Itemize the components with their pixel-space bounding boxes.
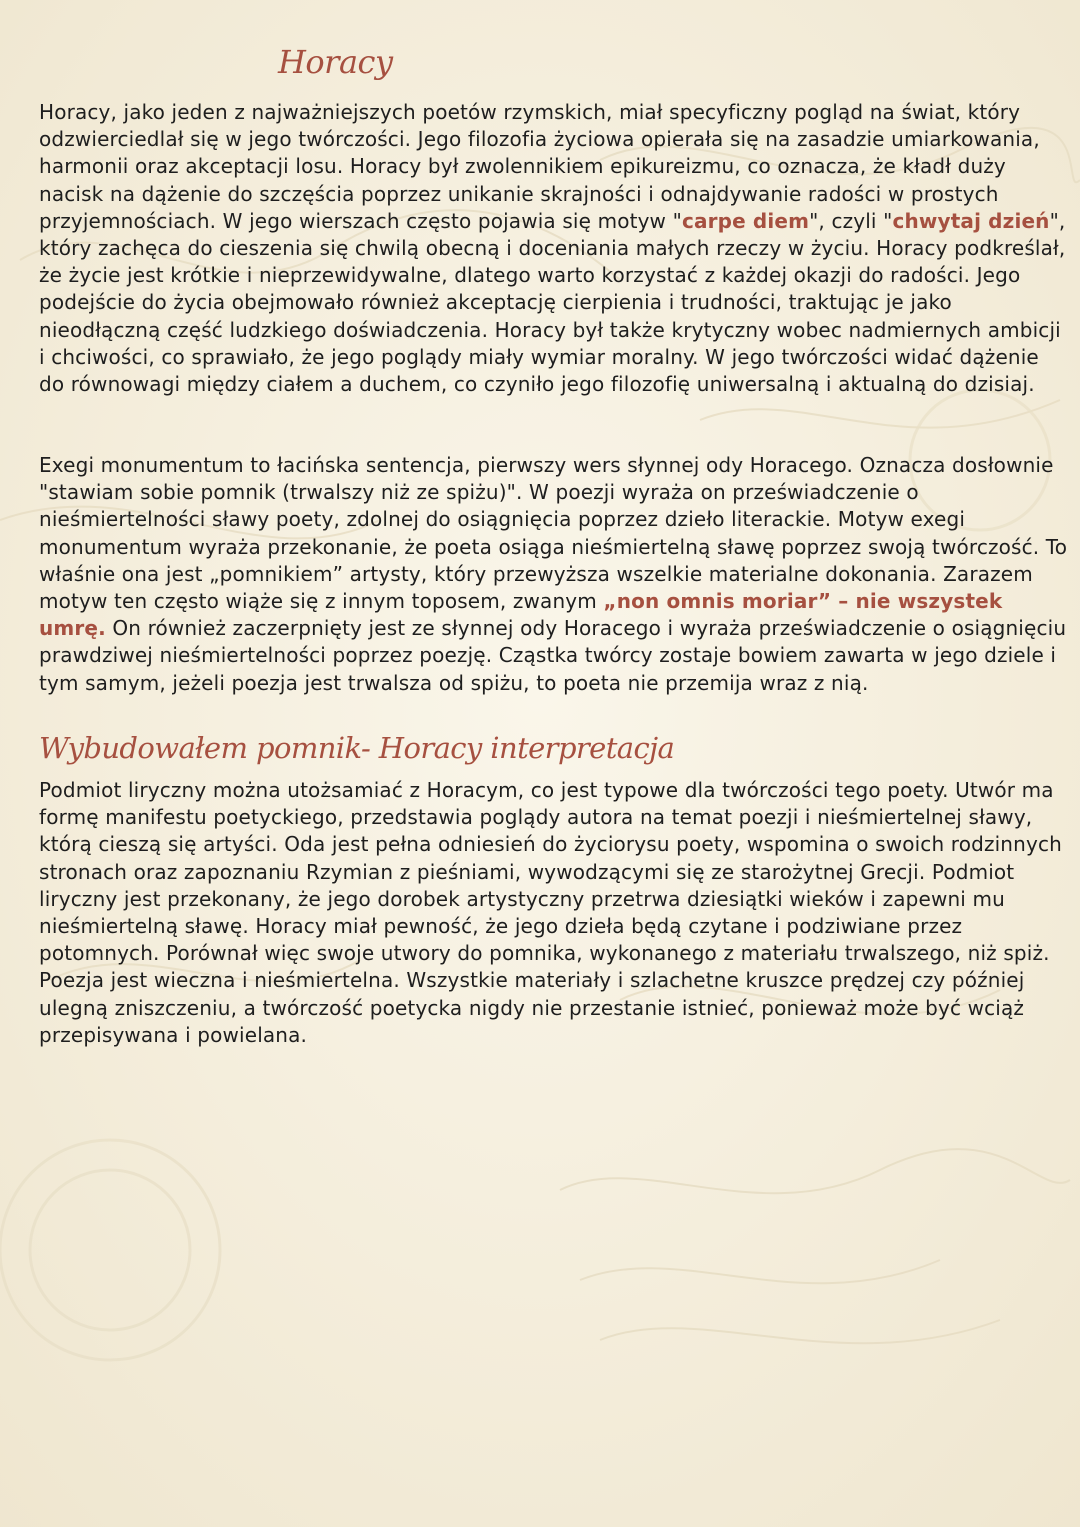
- page-title: Horacy: [278, 43, 393, 81]
- highlight-chwytaj-dzien: chwytaj dzień: [892, 208, 1050, 233]
- highlight-carpe-diem: carpe diem: [681, 208, 810, 233]
- section-heading-interpretation: Wybudowałem pomnik- Horacy interpretacja: [39, 731, 675, 765]
- paragraph-text: ", który zachęca do cieszenia się chwilą obecną i doceniania małych rzeczy w życiu. Horacy podkreślał, że życie jest krótkie i nieprzewidywalne, dlatego warto korzystać z każdej okazji do radości. Jego podejście do życia obejmowało również akceptację cierpienia i trudności, traktując je jako nieodłączną część ludzkiego doświadczenia. Horacy był także krytyczny wobec nadmiernych ambicji i chciwości, co sprawiało, że jego poglądy miały wymiar moralny. W jego twórczości widać dążenie do równowagi między ciałem a duchem, co czyniło jego filozofię uniwersalną i aktualną do dzisiaj.: [39, 208, 1066, 397]
- paragraph-text: Exegi monumentum to łacińska sentencja, pierwszy wers słynnej ody Horacego. Oznacza dosłownie "stawiam sobie pomnik (trwalszy niż ze spiżu)". W poezji wyraża on przeświadczenie o nieśmiertelności sławy poety, zdolnej do osiągnięcia poprzez dzieło literackie. Motyw exegi monumentum wyraża przekonanie, że poeta osiąga nieśmiertelną sławę poprzez swoją twórczość. To właśnie ona jest „pomnikiem” artysty, który przewyższa wszelkie materialne dokonania. Zarazem motyw ten często wiąże się z innym toposem, zwanym: [39, 453, 1068, 614]
- paragraph-interpretation: Podmiot liryczny można utożsamiać z Horacym, co jest typowe dla twórczości tego poety. Utwór ma formę manifestu poetyckiego, przedstawia poglądy autora na temat poezji i nieśmiertelnej sławy, którą cieszą się artyści. Oda jest pełna odniesień do życiorysu poety, wspomina o swoich rodzinnych stronach oraz zapoznaniu Rzymian z pieśniami, wywodzącymi się ze starożytnej Grecji. Podmiot liryczny jest przekonany, że jego dorobek artystyczny przetrwa dziesiątki wieków i zapewni mu nieśmiertelną sławę. Horacy miał pewność, że jego dzieła będą czytane i podziwiane przez potomnych. Porównał więc swoje utwory do pomnika, wykonanego z materiału trwalszego, niż spiż. Poezja jest wieczna i nieśmiertelna. Wszystkie materiały i szlachetne kruszce prędzej czy później ulegną zniszczeniu, a twórczość poetycka nigdy nie przestanie istnieć, ponieważ może być wciąż przepisywana i powielana.: [39, 778, 1062, 1047]
- paragraph-exegi-monumentum: [39, 452, 1069, 697]
- paragraph-text: ", czyli ": [809, 208, 893, 233]
- paragraph-text: On również zaczerpnięty jest ze słynnej ody Horacego i wyraża przeświadczenie o osiągnięciu prawdziwej nieśmiertelności poprzez poezję. Cząstka twórcy zostaje bowiem zawarta w jego dziele i tym samym, jeżeli poezja jest trwalsza od spiżu, to poeta nie przemija wraz z nią.: [39, 616, 1067, 695]
- paragraph-text: Horacy, jako jeden z najważniejszych poetów rzymskich, miał specyficzny pogląd na świat, który odzwierciedlał się w jego twórczości. Jego filozofia życiowa opierała się na zasadzie umiarkowania, harmonii oraz akceptacji losu. Horacy był zwolennikiem epikureizmu, co oznacza, że kładł duży nacisk na dążenie do szczęścia poprzez unikanie skrajności i odnajdywanie radości w prostych przyjemnościach. W jego wierszach często pojawia się motyw ": [39, 100, 1040, 233]
- paragraph-horacy-philosophy: [39, 99, 1069, 398]
- highlight-non-omnis-moriar: „non omnis moriar” – nie wszystek umrę.: [39, 589, 1003, 641]
